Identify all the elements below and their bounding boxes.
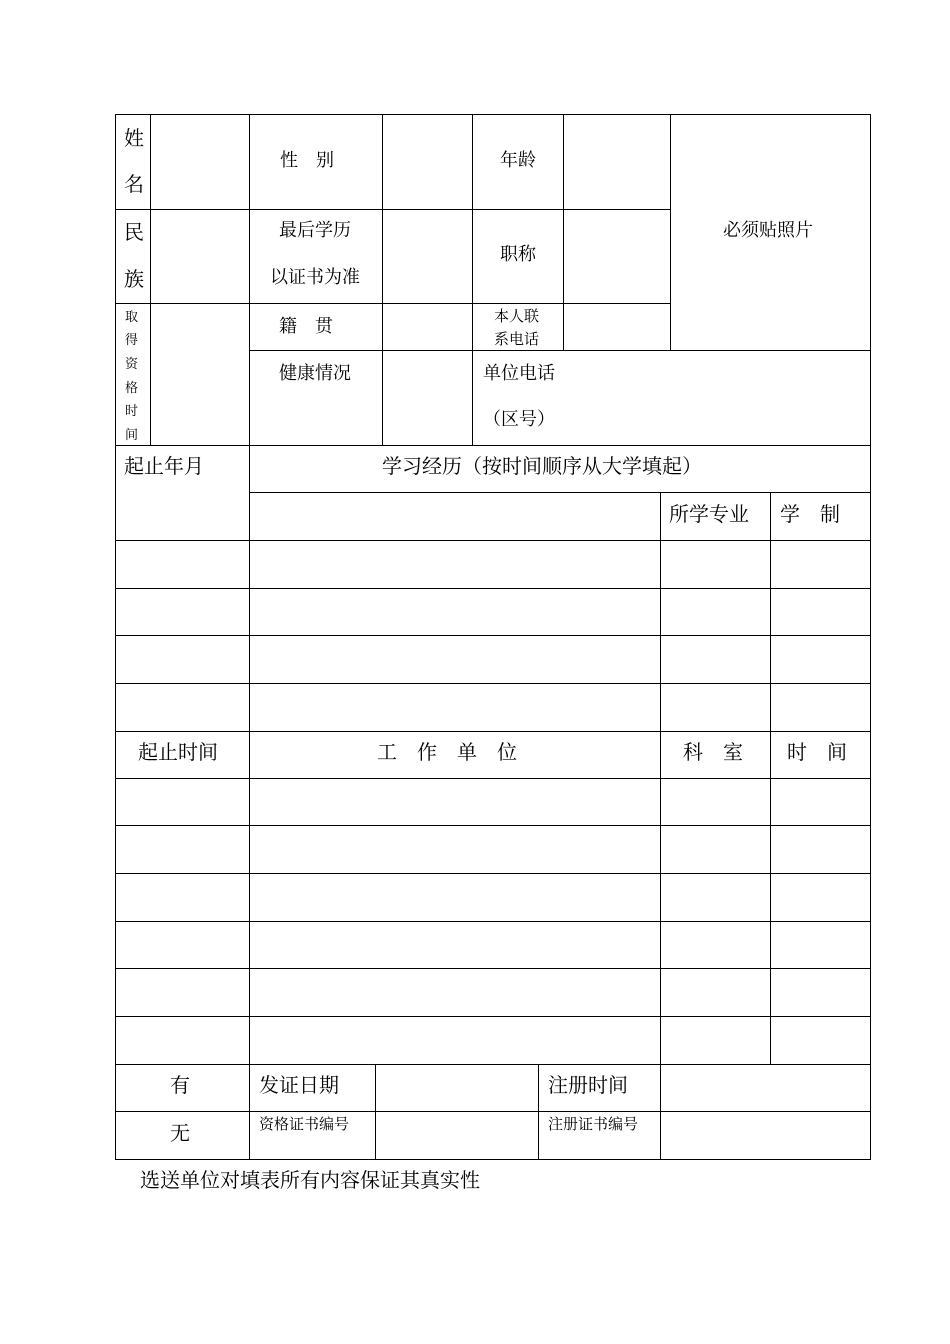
study-period-label: 起止年月 <box>124 454 204 478</box>
age-label: 年龄 <box>500 150 536 171</box>
register-no-label: 注册证书编号 <box>548 1115 639 1133</box>
issue-date-label: 发证日期 <box>259 1073 339 1097</box>
qualification-time-char-6: 间 <box>125 428 139 443</box>
qualification-no-field[interactable] <box>376 1112 538 1159</box>
work-row[interactable] <box>116 969 870 1016</box>
work-row[interactable] <box>116 874 870 921</box>
ethnicity-field[interactable] <box>151 210 249 303</box>
qualification-no-label: 资格证书编号 <box>259 1115 350 1133</box>
work-row[interactable] <box>116 779 870 825</box>
gender-field[interactable] <box>383 115 472 209</box>
qualification-time-char-2: 得 <box>125 333 139 348</box>
has-certificate-label: 有 <box>170 1073 190 1097</box>
photo-label: 必须贴照片 <box>723 220 813 241</box>
phone-label-line-2: 系电话 <box>494 330 540 348</box>
work-period-label: 起止时间 <box>138 740 218 764</box>
unit-phone-label-line-1: 单位电话 <box>483 363 555 384</box>
study-row[interactable] <box>116 684 870 731</box>
health-label: 健康情况 <box>279 363 351 384</box>
ethnicity-label-char-2: 族 <box>124 267 144 291</box>
education-field[interactable] <box>383 210 472 303</box>
name-field[interactable] <box>151 115 249 209</box>
unit-phone-field[interactable] <box>563 351 870 445</box>
work-row[interactable] <box>116 826 870 873</box>
name-label-char-2: 名 <box>124 172 144 196</box>
native-place-field[interactable] <box>383 304 472 350</box>
age-field[interactable] <box>564 115 670 209</box>
qualification-time-field[interactable] <box>151 304 249 445</box>
title-field[interactable] <box>564 210 670 303</box>
work-row[interactable] <box>116 922 870 968</box>
qualification-time-char-5: 时 <box>125 404 139 419</box>
title-label: 职称 <box>500 244 536 265</box>
study-row[interactable] <box>116 541 870 588</box>
health-field[interactable] <box>383 351 472 445</box>
education-label-line-1: 最后学历 <box>279 220 351 241</box>
education-label-line-2: 以证书为准 <box>270 267 360 288</box>
register-no-field[interactable] <box>661 1112 870 1159</box>
gender-label: 性 别 <box>280 150 334 171</box>
study-row[interactable] <box>116 589 870 635</box>
register-time-field[interactable] <box>661 1065 870 1111</box>
study-row[interactable] <box>116 636 870 683</box>
native-place-label: 籍 贯 <box>279 316 333 337</box>
qualification-time-char-3: 资 <box>125 357 139 372</box>
ethnicity-label-char-1: 民 <box>124 220 144 244</box>
duration-label: 学 制 <box>780 502 840 526</box>
register-time-label: 注册时间 <box>548 1073 628 1097</box>
phone-field[interactable] <box>564 304 670 350</box>
footer-statement: 选送单位对填表所有内容保证其真实性 <box>140 1168 480 1192</box>
work-row[interactable] <box>116 1017 870 1064</box>
department-label: 科 室 <box>683 740 743 764</box>
major-label: 所学专业 <box>669 502 749 526</box>
name-label-char-1: 姓 <box>124 126 144 150</box>
phone-label-line-1: 本人联 <box>494 307 540 325</box>
qualification-time-char-1: 取 <box>125 310 139 325</box>
study-section-title: 学习经历（按时间顺序从大学填起） <box>382 454 702 478</box>
issue-date-field[interactable] <box>376 1065 538 1111</box>
qualification-time-char-4: 格 <box>125 381 139 396</box>
unit-phone-label-line-2: （区号） <box>483 409 555 430</box>
work-time-label: 时 间 <box>787 740 847 764</box>
work-unit-label: 工 作 单 位 <box>377 740 517 764</box>
no-certificate-label: 无 <box>170 1121 190 1145</box>
